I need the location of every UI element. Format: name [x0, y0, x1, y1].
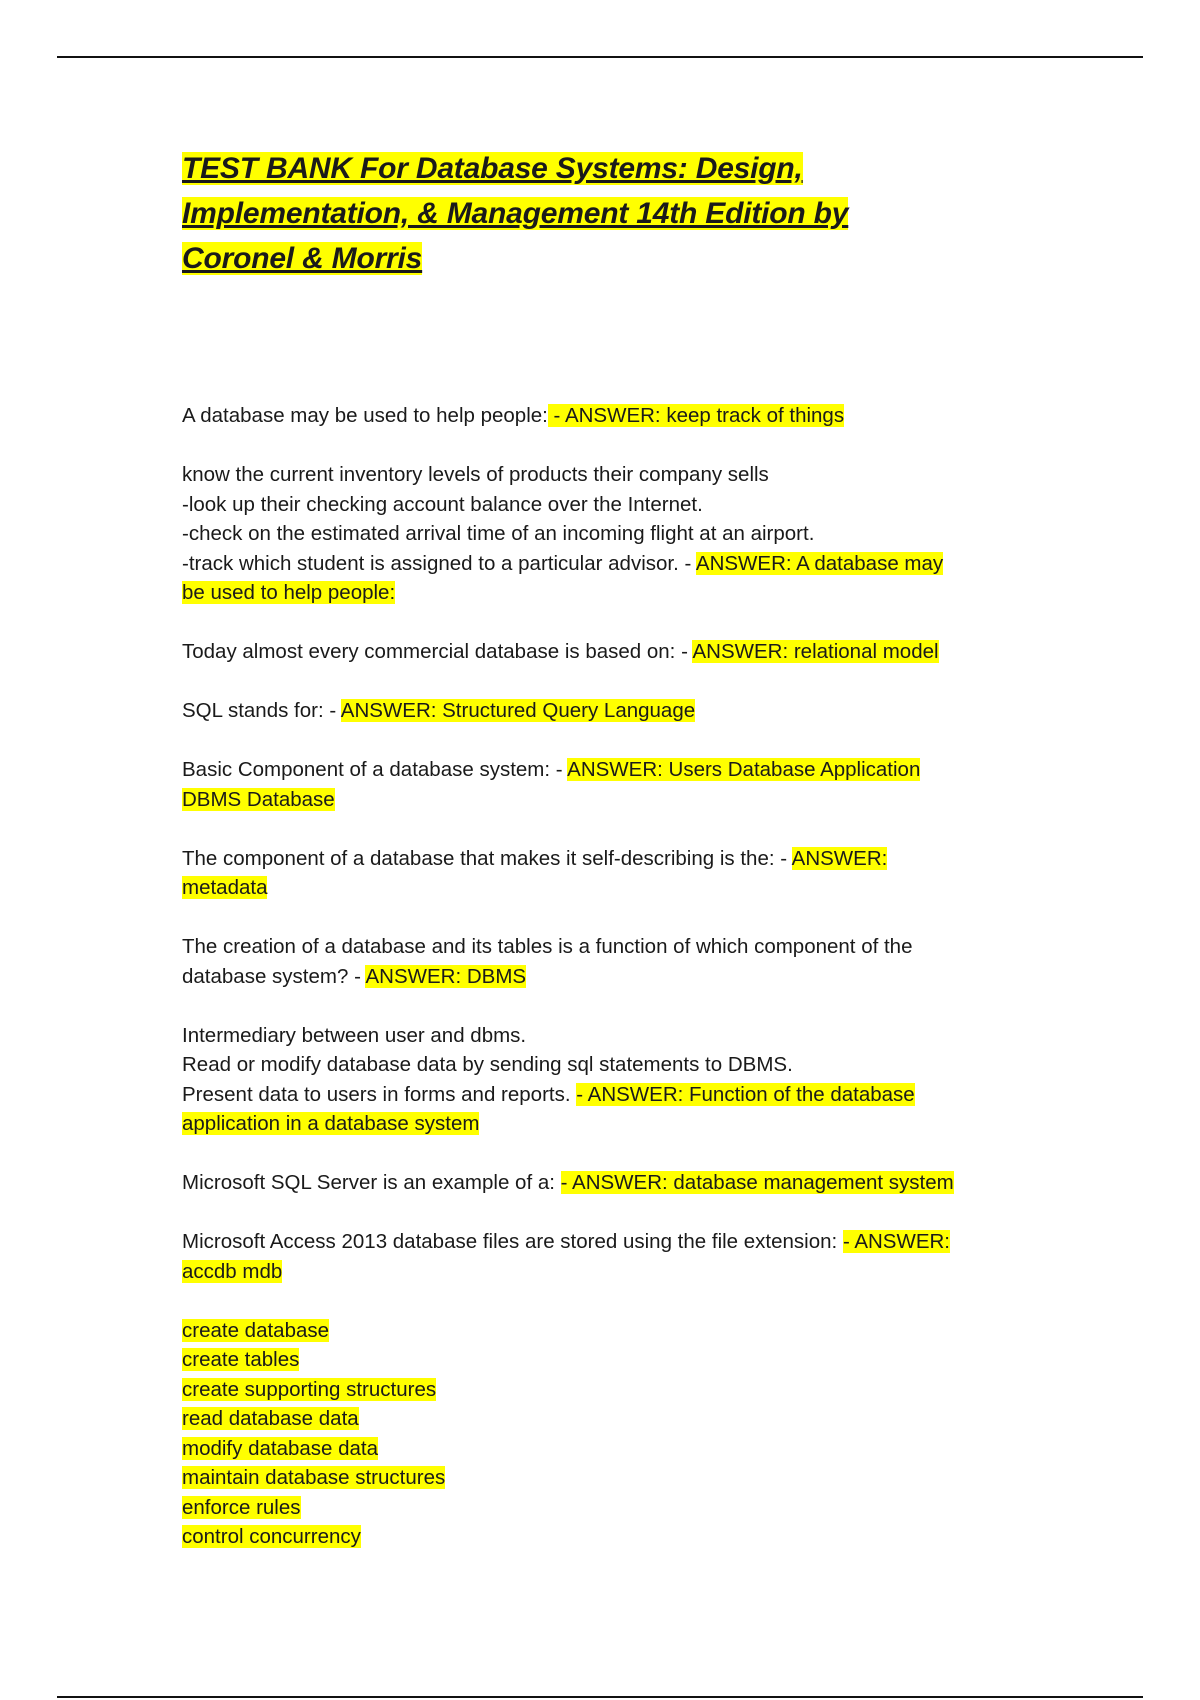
dbms-function-text: maintain database structures [182, 1466, 446, 1489]
dbms-function-text: read database data [182, 1407, 359, 1430]
dbms-function-text: create database [182, 1318, 330, 1342]
question-line [182, 401, 1022, 431]
dbms-function-item [182, 1434, 1022, 1464]
dbms-function-text: enforce rules [182, 1495, 301, 1519]
dbms-function-item [182, 1375, 1022, 1405]
title-line: Coronel & Morris [182, 242, 423, 275]
answer-line [182, 1257, 1022, 1287]
question-line [182, 1168, 1022, 1198]
question-line [182, 932, 1022, 962]
answer-text: be used to help people: [182, 581, 396, 604]
answer-text: metadata [182, 876, 268, 899]
answer-text: application in a database system [182, 1112, 480, 1135]
question-line [182, 844, 1022, 874]
answer-line [182, 785, 1022, 815]
answer-text: ANSWER: A database may [695, 551, 944, 575]
question-line [182, 755, 1022, 785]
question-line [182, 460, 1022, 490]
question-text: The creation of a database and its tables is a function of which component of the [182, 935, 913, 958]
dbms-function-item [182, 1463, 1022, 1493]
dbms-function-item [182, 1522, 1022, 1552]
dbms-function-item [182, 1404, 1022, 1434]
qa-item [182, 932, 1022, 991]
question-line [182, 549, 1022, 579]
question-text: Intermediary between user and dbms. [182, 1023, 527, 1047]
question-text: -check on the estimated arrival time of an incoming flight at an airport. [182, 522, 815, 545]
question-line [182, 962, 1022, 992]
answer-text: - ANSWER: database management system [560, 1171, 954, 1194]
answer-text: - ANSWER: keep track of things [547, 404, 845, 427]
question-line [182, 696, 1022, 726]
qa-item [182, 637, 1022, 667]
question-line [182, 1050, 1022, 1080]
answer-text: ANSWER: relational model [692, 640, 939, 663]
question-text: Read or modify database data by sending sql statements to DBMS. [182, 1053, 793, 1076]
answer-text: - ANSWER: [842, 1230, 951, 1253]
answer-line [182, 873, 1022, 903]
top-rule [57, 56, 1143, 58]
question-text: The component of a database that makes it self-describing is the: - [182, 846, 792, 870]
title-line: TEST BANK For Database Systems: Design, [182, 152, 803, 185]
question-text: A database may be used to help people: [182, 404, 548, 427]
answer-text: ANSWER: Users Database Application [567, 758, 921, 781]
answer-text: DBMS Database [182, 787, 335, 811]
document-body [182, 146, 1022, 1552]
answer-text: ANSWER: [791, 846, 888, 870]
question-text: know the current inventory levels of products their company sells [182, 463, 769, 486]
question-text: Basic Component of a database system: - [182, 758, 568, 781]
question-line [182, 1080, 1022, 1110]
dbms-function-text: create tables [182, 1348, 300, 1371]
qa-item [182, 755, 1022, 814]
question-text: Microsoft Access 2013 database files are stored using the file extension: [182, 1230, 843, 1253]
question-line [182, 490, 1022, 520]
question-text: Present data to users in forms and reports. [182, 1082, 577, 1106]
title-line: Implementation, & Management 14th Edition by [182, 197, 849, 230]
question-text: SQL stands for: - [182, 699, 341, 722]
question-line [182, 1227, 1022, 1257]
document-title [182, 146, 1022, 281]
answer-text: ANSWER: Structured Query Language [340, 699, 696, 722]
qa-item [182, 696, 1022, 726]
answer-text: - ANSWER: Function of the database [576, 1082, 915, 1106]
question-line [182, 519, 1022, 549]
question-text: Today almost every commercial database is based on: - [182, 640, 693, 663]
dbms-function-text: create supporting structures [182, 1377, 437, 1401]
qa-item [182, 844, 1022, 903]
answer-line [182, 578, 1022, 608]
dbms-function-text: control concurrency [182, 1525, 361, 1548]
answer-text: accdb mdb [182, 1259, 283, 1283]
question-text: database system? - [182, 964, 366, 988]
dbms-function-item [182, 1493, 1022, 1523]
qa-list [182, 401, 1022, 1286]
dbms-function-item [182, 1345, 1022, 1375]
bottom-rule [57, 1696, 1143, 1698]
question-text: -track which student is assigned to a particular advisor. - [182, 551, 696, 575]
dbms-function-text: modify database data [182, 1436, 379, 1460]
qa-item [182, 1021, 1022, 1139]
question-line [182, 637, 1022, 667]
answer-line [182, 1109, 1022, 1139]
qa-item [182, 401, 1022, 431]
qa-item [182, 1227, 1022, 1286]
qa-item [182, 460, 1022, 608]
dbms-function-item [182, 1316, 1022, 1346]
qa-item [182, 1168, 1022, 1198]
question-text: -look up their checking account balance over the Internet. [182, 492, 703, 516]
question-line [182, 1021, 1022, 1051]
question-text: Microsoft SQL Server is an example of a: [182, 1171, 561, 1194]
dbms-functions-list [182, 1316, 1022, 1552]
answer-text: ANSWER: DBMS [365, 964, 527, 988]
